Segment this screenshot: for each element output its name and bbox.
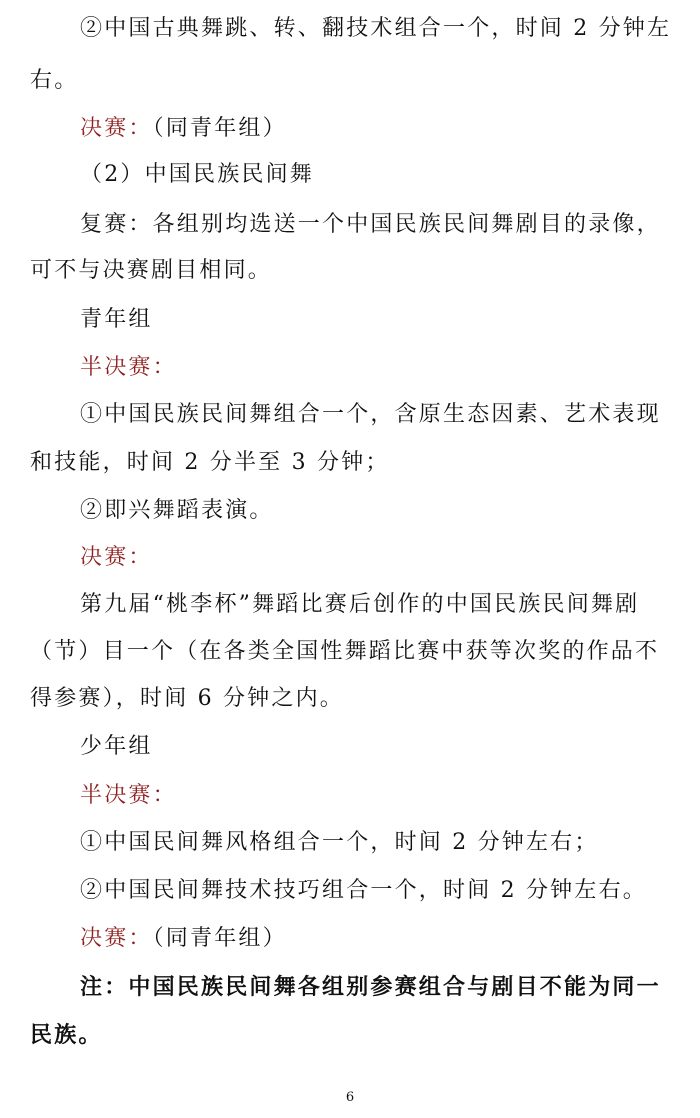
paragraph-line: 得参赛），时间 6 分钟之内。 <box>30 686 344 711</box>
paragraph-line: ②中国古典舞跳、转、翻技术组合一个，时间 2 分钟左 <box>80 16 672 41</box>
paragraph-line: 可不与决赛剧目相同。 <box>30 258 273 283</box>
semifinal-label: 半决赛： <box>80 783 177 808</box>
note-line: 民族。 <box>30 1022 103 1048</box>
page-number: 6 <box>345 1090 355 1105</box>
same-as-youth-note: （同青年组） <box>152 926 287 951</box>
note-line: 注：中国民族民间舞各组别参赛组合与剧目不能为同一 <box>80 974 661 1000</box>
final-round-label: 决赛： <box>80 116 153 141</box>
paragraph-line: ②即兴舞蹈表演。 <box>80 498 274 523</box>
final-round-heading-line <box>80 924 287 954</box>
semifinal-label: 半决赛： <box>80 355 177 380</box>
final-round-heading-line <box>80 114 287 144</box>
same-as-youth-note: （同青年组） <box>152 116 287 141</box>
paragraph-line: ②中国民间舞技术技巧组合一个，时间 2 分钟左右。 <box>80 878 647 903</box>
paragraph-line: ①中国民间舞风格组合一个，时间 2 分钟左右； <box>80 830 599 855</box>
final-round-label: 决赛： <box>80 926 153 951</box>
paragraph-line: 第九届“桃李杯”舞蹈比赛后创作的中国民族民间舞剧 <box>80 592 640 617</box>
group-heading-youth: 青年组 <box>80 307 153 332</box>
final-round-label: 决赛： <box>80 545 153 570</box>
group-heading-junior: 少年组 <box>80 734 153 759</box>
paragraph-line: （节）目一个（在各类全国性舞蹈比赛中获等次奖的作品不 <box>30 639 660 664</box>
paragraph-line: 右。 <box>30 68 79 93</box>
section-heading: （2）中国民族民间舞 <box>80 162 314 187</box>
paragraph-line: 和技能，时间 2 分半至 3 分钟； <box>30 450 390 475</box>
paragraph-line: ①中国民族民间舞组合一个，含原生态因素、艺术表现 <box>80 402 661 427</box>
paragraph-line: 复赛：各组别均选送一个中国民族民间舞剧目的录像， <box>80 212 661 237</box>
